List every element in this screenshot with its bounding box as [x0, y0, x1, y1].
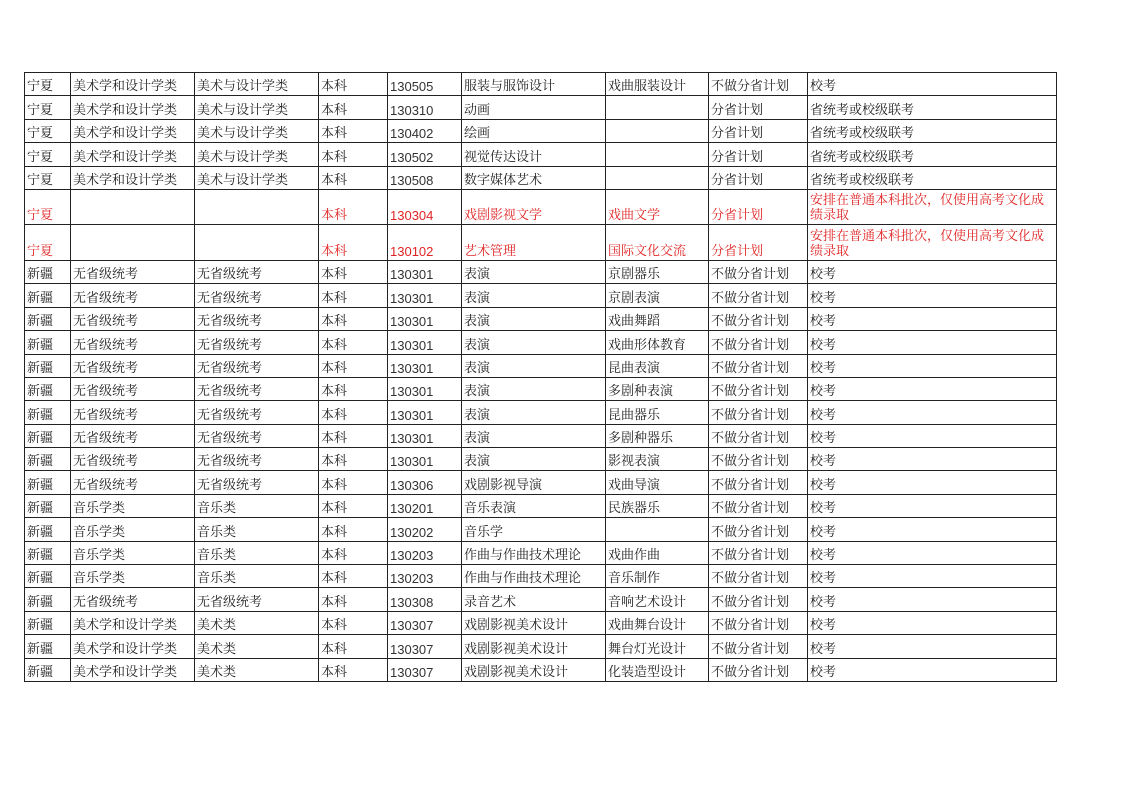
major-name-cell: 绘画 [462, 119, 606, 142]
exam-category-cell: 音乐学类 [71, 494, 195, 517]
exam-type-cell: 省统考或校级联考 [808, 119, 1057, 142]
level-cell: 本科 [319, 377, 388, 400]
exam-subcategory-cell: 美术类 [195, 611, 319, 634]
exam-subcategory-cell: 无省级统考 [195, 307, 319, 330]
plan-type-cell: 不做分省计划 [709, 494, 808, 517]
plan-type-cell: 不做分省计划 [709, 448, 808, 471]
province-cell: 新疆 [25, 331, 71, 354]
province-cell: 新疆 [25, 401, 71, 424]
major-code-cell: 130301 [388, 331, 462, 354]
exam-type-cell: 校考 [808, 635, 1057, 658]
major-name-cell: 艺术管理 [462, 225, 606, 261]
major-name-cell: 作曲与作曲技术理论 [462, 541, 606, 564]
direction-cell: 化装造型设计 [606, 658, 709, 681]
exam-type-cell: 校考 [808, 471, 1057, 494]
exam-category-cell: 美术学和设计学类 [71, 611, 195, 634]
exam-subcategory-cell: 无省级统考 [195, 471, 319, 494]
plan-type-cell: 不做分省计划 [709, 73, 808, 96]
major-code-cell: 130202 [388, 518, 462, 541]
exam-type-cell: 校考 [808, 284, 1057, 307]
level-cell: 本科 [319, 189, 388, 225]
table-row [25, 494, 1057, 517]
exam-type-cell: 校考 [808, 565, 1057, 588]
exam-category-cell [71, 225, 195, 261]
exam-subcategory-cell: 美术与设计学类 [195, 166, 319, 189]
major-code-cell: 130304 [388, 189, 462, 225]
level-cell: 本科 [319, 471, 388, 494]
admissions-table [24, 72, 1057, 682]
level-cell: 本科 [319, 658, 388, 681]
plan-type-cell: 分省计划 [709, 119, 808, 142]
direction-cell: 音响艺术设计 [606, 588, 709, 611]
level-cell: 本科 [319, 424, 388, 447]
table-row [25, 331, 1057, 354]
exam-type-cell: 校考 [808, 588, 1057, 611]
major-code-cell: 130402 [388, 119, 462, 142]
province-cell: 宁夏 [25, 143, 71, 166]
plan-type-cell: 不做分省计划 [709, 307, 808, 330]
direction-cell: 戏曲服装设计 [606, 73, 709, 96]
table-row [25, 448, 1057, 471]
plan-type-cell: 不做分省计划 [709, 611, 808, 634]
province-cell: 新疆 [25, 541, 71, 564]
province-cell: 新疆 [25, 588, 71, 611]
major-code-cell: 130301 [388, 260, 462, 283]
exam-type-cell: 校考 [808, 518, 1057, 541]
major-code-cell: 130301 [388, 284, 462, 307]
major-name-cell: 服装与服饰设计 [462, 73, 606, 96]
exam-type-cell: 校考 [808, 424, 1057, 447]
exam-subcategory-cell [195, 189, 319, 225]
plan-type-cell: 分省计划 [709, 96, 808, 119]
exam-subcategory-cell: 无省级统考 [195, 331, 319, 354]
exam-category-cell: 无省级统考 [71, 284, 195, 307]
level-cell: 本科 [319, 518, 388, 541]
plan-type-cell: 分省计划 [709, 189, 808, 225]
table-row [25, 119, 1057, 142]
level-cell: 本科 [319, 401, 388, 424]
direction-cell: 戏曲导演 [606, 471, 709, 494]
exam-category-cell: 无省级统考 [71, 377, 195, 400]
plan-type-cell: 分省计划 [709, 143, 808, 166]
major-code-cell: 130310 [388, 96, 462, 119]
direction-cell: 舞台灯光设计 [606, 635, 709, 658]
major-code-cell: 130307 [388, 658, 462, 681]
province-cell: 新疆 [25, 448, 71, 471]
direction-cell: 京剧器乐 [606, 260, 709, 283]
exam-category-cell: 无省级统考 [71, 331, 195, 354]
exam-subcategory-cell [195, 225, 319, 261]
province-cell: 宁夏 [25, 73, 71, 96]
major-name-cell: 表演 [462, 377, 606, 400]
exam-category-cell: 音乐学类 [71, 541, 195, 564]
exam-type-cell: 校考 [808, 541, 1057, 564]
direction-cell: 多剧种表演 [606, 377, 709, 400]
province-cell: 新疆 [25, 658, 71, 681]
major-name-cell: 戏剧影视美术设计 [462, 611, 606, 634]
direction-cell: 昆曲表演 [606, 354, 709, 377]
direction-cell: 京剧表演 [606, 284, 709, 307]
province-cell: 新疆 [25, 565, 71, 588]
exam-category-cell: 无省级统考 [71, 354, 195, 377]
exam-category-cell: 美术学和设计学类 [71, 635, 195, 658]
province-cell: 新疆 [25, 377, 71, 400]
direction-cell: 戏曲形体教育 [606, 331, 709, 354]
level-cell: 本科 [319, 635, 388, 658]
exam-subcategory-cell: 美术与设计学类 [195, 143, 319, 166]
direction-cell [606, 119, 709, 142]
table-row [25, 541, 1057, 564]
exam-type-cell: 校考 [808, 448, 1057, 471]
direction-cell [606, 518, 709, 541]
direction-cell [606, 143, 709, 166]
major-code-cell: 130307 [388, 635, 462, 658]
major-name-cell: 表演 [462, 331, 606, 354]
major-name-cell: 戏剧影视文学 [462, 189, 606, 225]
province-cell: 新疆 [25, 635, 71, 658]
level-cell: 本科 [319, 96, 388, 119]
province-cell: 新疆 [25, 494, 71, 517]
level-cell: 本科 [319, 284, 388, 307]
table-row [25, 401, 1057, 424]
major-code-cell: 130301 [388, 424, 462, 447]
exam-category-cell: 无省级统考 [71, 401, 195, 424]
exam-category-cell: 音乐学类 [71, 565, 195, 588]
table-row [25, 189, 1057, 225]
province-cell: 宁夏 [25, 189, 71, 225]
plan-type-cell: 不做分省计划 [709, 260, 808, 283]
major-name-cell: 表演 [462, 354, 606, 377]
exam-subcategory-cell: 音乐类 [195, 518, 319, 541]
exam-subcategory-cell: 无省级统考 [195, 401, 319, 424]
exam-category-cell: 美术学和设计学类 [71, 73, 195, 96]
level-cell: 本科 [319, 448, 388, 471]
major-name-cell: 录音艺术 [462, 588, 606, 611]
major-code-cell: 130301 [388, 354, 462, 377]
exam-type-cell: 安排在普通本科批次，仅使用高考文化成绩录取 [808, 225, 1057, 261]
plan-type-cell: 不做分省计划 [709, 424, 808, 447]
plan-type-cell: 不做分省计划 [709, 331, 808, 354]
table-row [25, 307, 1057, 330]
province-cell: 宁夏 [25, 96, 71, 119]
province-cell: 宁夏 [25, 225, 71, 261]
exam-type-cell: 校考 [808, 331, 1057, 354]
exam-subcategory-cell: 无省级统考 [195, 260, 319, 283]
exam-category-cell: 无省级统考 [71, 260, 195, 283]
exam-category-cell: 美术学和设计学类 [71, 119, 195, 142]
exam-subcategory-cell: 音乐类 [195, 541, 319, 564]
exam-category-cell: 音乐学类 [71, 518, 195, 541]
exam-category-cell: 美术学和设计学类 [71, 658, 195, 681]
exam-subcategory-cell: 音乐类 [195, 565, 319, 588]
plan-type-cell: 不做分省计划 [709, 658, 808, 681]
major-name-cell: 表演 [462, 260, 606, 283]
province-cell: 新疆 [25, 471, 71, 494]
table-row [25, 424, 1057, 447]
major-code-cell: 130203 [388, 541, 462, 564]
level-cell: 本科 [319, 565, 388, 588]
table-row [25, 611, 1057, 634]
direction-cell: 多剧种器乐 [606, 424, 709, 447]
exam-type-cell: 校考 [808, 494, 1057, 517]
major-code-cell: 130306 [388, 471, 462, 494]
exam-type-cell: 校考 [808, 611, 1057, 634]
major-name-cell: 表演 [462, 401, 606, 424]
major-name-cell: 戏剧影视美术设计 [462, 635, 606, 658]
direction-cell: 音乐制作 [606, 565, 709, 588]
exam-type-cell: 省统考或校级联考 [808, 143, 1057, 166]
exam-subcategory-cell: 无省级统考 [195, 377, 319, 400]
table-row [25, 96, 1057, 119]
plan-type-cell: 分省计划 [709, 166, 808, 189]
exam-type-cell: 校考 [808, 354, 1057, 377]
exam-type-cell: 安排在普通本科批次，仅使用高考文化成绩录取 [808, 189, 1057, 225]
major-name-cell: 数字媒体艺术 [462, 166, 606, 189]
major-code-cell: 130301 [388, 448, 462, 471]
major-code-cell: 130301 [388, 401, 462, 424]
plan-type-cell: 不做分省计划 [709, 401, 808, 424]
major-name-cell: 表演 [462, 307, 606, 330]
major-name-cell: 视觉传达设计 [462, 143, 606, 166]
major-code-cell: 130203 [388, 565, 462, 588]
table-row [25, 635, 1057, 658]
exam-type-cell: 校考 [808, 658, 1057, 681]
exam-category-cell: 美术学和设计学类 [71, 143, 195, 166]
major-code-cell: 130308 [388, 588, 462, 611]
level-cell: 本科 [319, 588, 388, 611]
province-cell: 新疆 [25, 260, 71, 283]
plan-type-cell: 不做分省计划 [709, 354, 808, 377]
level-cell: 本科 [319, 166, 388, 189]
province-cell: 宁夏 [25, 166, 71, 189]
direction-cell: 昆曲器乐 [606, 401, 709, 424]
plan-type-cell: 不做分省计划 [709, 541, 808, 564]
table-row [25, 354, 1057, 377]
direction-cell: 戏曲作曲 [606, 541, 709, 564]
level-cell: 本科 [319, 611, 388, 634]
level-cell: 本科 [319, 73, 388, 96]
level-cell: 本科 [319, 494, 388, 517]
major-name-cell: 动画 [462, 96, 606, 119]
major-name-cell: 戏剧影视导演 [462, 471, 606, 494]
province-cell: 新疆 [25, 611, 71, 634]
level-cell: 本科 [319, 260, 388, 283]
major-name-cell: 作曲与作曲技术理论 [462, 565, 606, 588]
major-name-cell: 戏剧影视美术设计 [462, 658, 606, 681]
exam-subcategory-cell: 美术与设计学类 [195, 96, 319, 119]
level-cell: 本科 [319, 354, 388, 377]
table-row [25, 518, 1057, 541]
exam-category-cell: 无省级统考 [71, 588, 195, 611]
direction-cell: 国际文化交流 [606, 225, 709, 261]
plan-type-cell: 不做分省计划 [709, 471, 808, 494]
exam-subcategory-cell: 无省级统考 [195, 284, 319, 307]
level-cell: 本科 [319, 541, 388, 564]
plan-type-cell: 不做分省计划 [709, 588, 808, 611]
direction-cell [606, 166, 709, 189]
table-row [25, 143, 1057, 166]
direction-cell: 戏曲舞台设计 [606, 611, 709, 634]
level-cell: 本科 [319, 331, 388, 354]
exam-type-cell: 校考 [808, 307, 1057, 330]
table-row [25, 284, 1057, 307]
exam-category-cell [71, 189, 195, 225]
table-row [25, 377, 1057, 400]
province-cell: 新疆 [25, 518, 71, 541]
table-body [25, 73, 1057, 682]
exam-subcategory-cell: 美术与设计学类 [195, 73, 319, 96]
direction-cell: 戏曲舞蹈 [606, 307, 709, 330]
direction-cell [606, 96, 709, 119]
major-name-cell: 音乐表演 [462, 494, 606, 517]
major-name-cell: 表演 [462, 448, 606, 471]
plan-type-cell: 分省计划 [709, 225, 808, 261]
exam-subcategory-cell: 美术类 [195, 635, 319, 658]
table-row [25, 260, 1057, 283]
exam-subcategory-cell: 音乐类 [195, 494, 319, 517]
table-row [25, 225, 1057, 261]
plan-type-cell: 不做分省计划 [709, 565, 808, 588]
major-name-cell: 表演 [462, 424, 606, 447]
major-name-cell: 表演 [462, 284, 606, 307]
exam-category-cell: 美术学和设计学类 [71, 96, 195, 119]
exam-subcategory-cell: 无省级统考 [195, 354, 319, 377]
exam-category-cell: 无省级统考 [71, 424, 195, 447]
major-code-cell: 130508 [388, 166, 462, 189]
exam-subcategory-cell: 无省级统考 [195, 448, 319, 471]
major-code-cell: 130502 [388, 143, 462, 166]
direction-cell: 戏曲文学 [606, 189, 709, 225]
exam-subcategory-cell: 美术类 [195, 658, 319, 681]
exam-category-cell: 美术学和设计学类 [71, 166, 195, 189]
direction-cell: 影视表演 [606, 448, 709, 471]
exam-type-cell: 省统考或校级联考 [808, 166, 1057, 189]
exam-subcategory-cell: 无省级统考 [195, 424, 319, 447]
major-code-cell: 130201 [388, 494, 462, 517]
province-cell: 新疆 [25, 354, 71, 377]
level-cell: 本科 [319, 119, 388, 142]
exam-type-cell: 省统考或校级联考 [808, 96, 1057, 119]
major-code-cell: 130102 [388, 225, 462, 261]
level-cell: 本科 [319, 143, 388, 166]
exam-subcategory-cell: 无省级统考 [195, 588, 319, 611]
table-row [25, 166, 1057, 189]
plan-type-cell: 不做分省计划 [709, 284, 808, 307]
plan-type-cell: 不做分省计划 [709, 635, 808, 658]
province-cell: 新疆 [25, 307, 71, 330]
table-row [25, 658, 1057, 681]
table-row [25, 565, 1057, 588]
plan-type-cell: 不做分省计划 [709, 518, 808, 541]
province-cell: 新疆 [25, 284, 71, 307]
major-code-cell: 130301 [388, 307, 462, 330]
major-code-cell: 130301 [388, 377, 462, 400]
level-cell: 本科 [319, 307, 388, 330]
exam-type-cell: 校考 [808, 401, 1057, 424]
major-code-cell: 130307 [388, 611, 462, 634]
table-row [25, 73, 1057, 96]
direction-cell: 民族器乐 [606, 494, 709, 517]
exam-category-cell: 无省级统考 [71, 471, 195, 494]
table-row [25, 588, 1057, 611]
exam-category-cell: 无省级统考 [71, 448, 195, 471]
level-cell: 本科 [319, 225, 388, 261]
province-cell: 宁夏 [25, 119, 71, 142]
exam-type-cell: 校考 [808, 260, 1057, 283]
province-cell: 新疆 [25, 424, 71, 447]
major-code-cell: 130505 [388, 73, 462, 96]
exam-category-cell: 无省级统考 [71, 307, 195, 330]
major-name-cell: 音乐学 [462, 518, 606, 541]
exam-type-cell: 校考 [808, 73, 1057, 96]
plan-type-cell: 不做分省计划 [709, 377, 808, 400]
exam-type-cell: 校考 [808, 377, 1057, 400]
table-row [25, 471, 1057, 494]
exam-subcategory-cell: 美术与设计学类 [195, 119, 319, 142]
